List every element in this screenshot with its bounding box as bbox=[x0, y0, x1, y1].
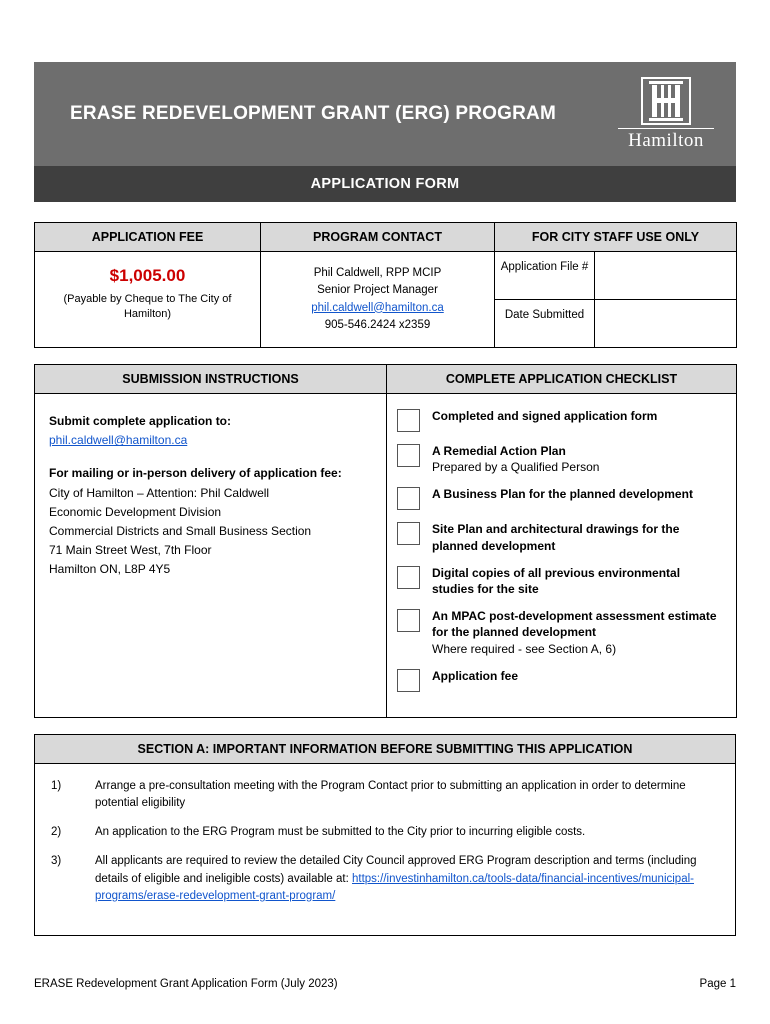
document-header bbox=[34, 62, 736, 166]
date-submitted-field[interactable] bbox=[595, 300, 737, 348]
application-file-label: Application File # bbox=[495, 252, 595, 300]
section-a-item-number: 1) bbox=[51, 779, 62, 792]
submission-checklist-table bbox=[34, 364, 737, 718]
address-line-1: City of Hamilton – Attention: Phil Caldwell bbox=[49, 485, 270, 500]
checklist-item[interactable] bbox=[397, 521, 724, 553]
application-fee-cell bbox=[35, 252, 261, 348]
section-a-item-number: 2) bbox=[51, 826, 62, 839]
footer-left-text: ERASE Redevelopment Grant Application Form (July 2023) bbox=[34, 978, 338, 990]
checklist-item-label: Completed and signed application form bbox=[432, 409, 658, 423]
application-file-field[interactable] bbox=[595, 252, 737, 300]
erg-program-link[interactable]: https://investinhamilton.ca/tools-data/financial-incentives/municipal-programs/erase-redevelopment-grant-program/ bbox=[95, 872, 694, 902]
address-line-4: 71 Main Street West, 7th Floor bbox=[49, 543, 212, 558]
info-table bbox=[34, 222, 737, 348]
checklist-item-label: Application fee bbox=[432, 668, 519, 683]
logo-wordmark: Hamilton bbox=[618, 128, 714, 152]
section-a-item-text: An application to the ERG Program must be submitted to the City prior to incurring eligible costs. bbox=[95, 826, 586, 839]
page-title: ERASE REDEVELOPMENT GRANT (ERG) PROGRAM bbox=[70, 103, 556, 125]
contact-role: Senior Project Manager bbox=[317, 284, 438, 297]
checklist-item-subtext: Prepared by a Qualified Person bbox=[432, 460, 600, 475]
program-contact-header: PROGRAM CONTACT bbox=[261, 223, 495, 252]
section-a-header: SECTION A: IMPORTANT INFORMATION BEFORE SUBMITTING THIS APPLICATION bbox=[34, 734, 736, 763]
checklist-item-label: Site Plan and architectural drawings for the planned development bbox=[432, 522, 680, 553]
checklist-item-label: Digital copies of all previous environmental studies for the site bbox=[432, 565, 681, 596]
checklist-item-label: A Business Plan for the planned development bbox=[432, 487, 693, 502]
date-submitted-label: Date Submitted bbox=[495, 300, 595, 348]
address-line-5: Hamilton ON, L8P 4Y5 bbox=[49, 562, 171, 577]
checklist-item[interactable] bbox=[397, 486, 724, 510]
checkbox-icon[interactable] bbox=[397, 566, 420, 589]
checkbox-icon[interactable] bbox=[397, 609, 420, 632]
form-type-label: APPLICATION FORM bbox=[310, 176, 460, 192]
checklist-item[interactable] bbox=[397, 668, 724, 692]
fee-note: (Payable by Cheque to The City of Hamilton) bbox=[63, 293, 232, 320]
fee-amount: $1,005.00 bbox=[109, 266, 186, 285]
section-a-item-number: 3) bbox=[51, 855, 62, 868]
program-contact-cell bbox=[261, 252, 495, 348]
checklist-item-label: A Remedial Action Plan bbox=[432, 444, 566, 458]
checkbox-icon[interactable] bbox=[397, 487, 420, 510]
section-a-body bbox=[34, 763, 736, 937]
checkbox-icon[interactable] bbox=[397, 669, 420, 692]
checklist-item[interactable] bbox=[397, 443, 724, 475]
section-a-item-text: Arrange a pre-consultation meeting with the Program Contact prior to submitting an application in order to determine potential eligibility bbox=[95, 779, 686, 809]
section-a-item-text: All applicants are required to review the detailed City Council approved ERG Program description and terms (including details of eligible and ineligible costs) available at: bbox=[95, 855, 697, 885]
checklist-item[interactable] bbox=[397, 408, 724, 432]
submit-to-label: Submit complete application to: bbox=[49, 414, 232, 428]
checkbox-icon[interactable] bbox=[397, 409, 420, 432]
submission-instructions-cell bbox=[35, 394, 387, 718]
checklist-item[interactable] bbox=[397, 608, 724, 657]
section-a-item bbox=[51, 853, 719, 905]
document-subheader bbox=[34, 166, 736, 202]
hamilton-crest-icon bbox=[640, 76, 692, 126]
submission-instructions-header: SUBMISSION INSTRUCTIONS bbox=[35, 365, 387, 394]
page-footer bbox=[34, 972, 736, 990]
checklist-header: COMPLETE APPLICATION CHECKLIST bbox=[387, 365, 737, 394]
checklist-cell bbox=[387, 394, 737, 718]
section-a-item bbox=[51, 824, 719, 841]
contact-name: Phil Caldwell, RPP MCIP bbox=[313, 267, 442, 279]
document-content bbox=[34, 62, 736, 936]
checklist-item[interactable] bbox=[397, 565, 724, 597]
section-a bbox=[34, 734, 736, 937]
checklist-item-subtext: Where required - see Section A, 6) bbox=[432, 641, 617, 656]
hamilton-logo bbox=[618, 76, 714, 152]
application-fee-header: APPLICATION FEE bbox=[35, 223, 261, 252]
address-line-2: Economic Development Division bbox=[49, 504, 222, 519]
checklist-item-label: An MPAC post-development assessment estimate for the planned development bbox=[432, 609, 717, 640]
mailing-label: For mailing or in-person delivery of application fee: bbox=[49, 466, 342, 481]
checkbox-icon[interactable] bbox=[397, 522, 420, 545]
submit-to-email-link[interactable]: phil.caldwell@hamilton.ca bbox=[49, 433, 188, 448]
checkbox-icon[interactable] bbox=[397, 444, 420, 467]
address-line-3: Commercial Districts and Small Business Section bbox=[49, 523, 312, 538]
contact-email-link[interactable]: phil.caldwell@hamilton.ca bbox=[311, 301, 444, 314]
section-a-item bbox=[51, 778, 719, 813]
contact-phone: 905-546.2424 x2359 bbox=[324, 318, 431, 331]
city-staff-header: FOR CITY STAFF USE ONLY bbox=[495, 223, 737, 252]
footer-page-number: Page 1 bbox=[699, 978, 736, 990]
